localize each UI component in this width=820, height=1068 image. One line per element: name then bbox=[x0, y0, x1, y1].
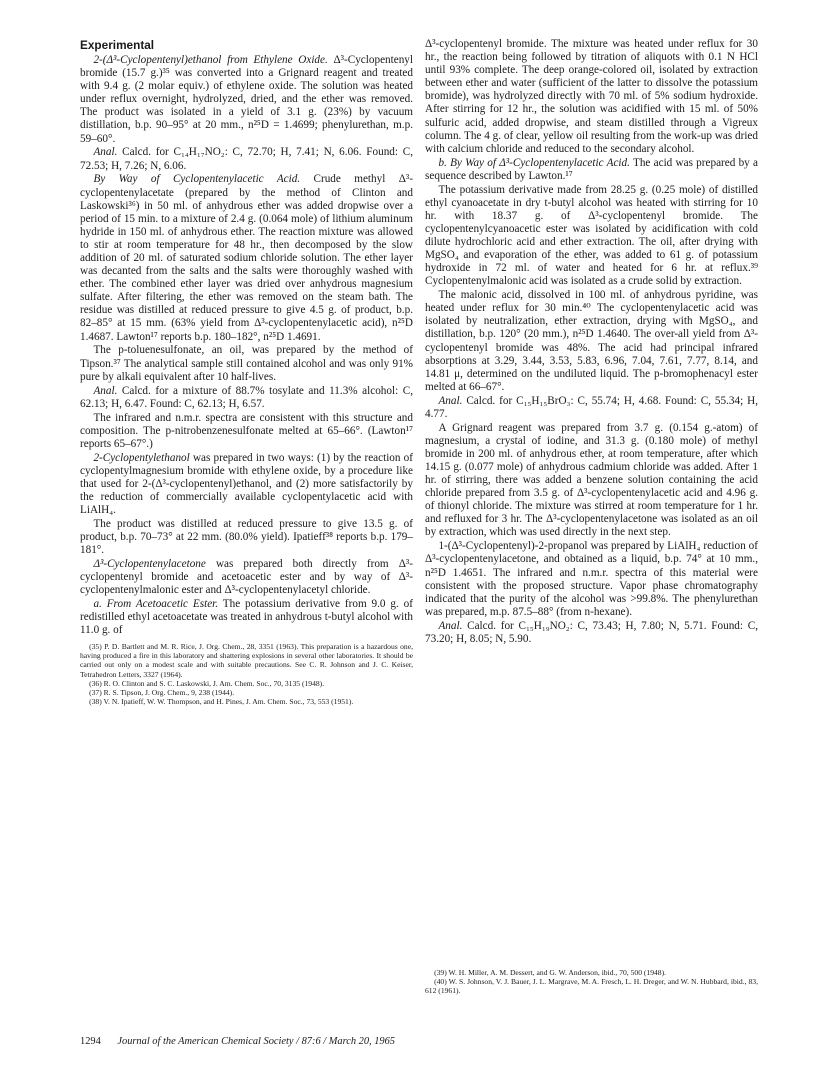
paragraph bbox=[80, 518, 413, 557]
paragraph-text: The product was distilled at reduced pressure to give 13.5 g. of product, b.p. 70–73° at 22 mm. (80.0% yield). Ipatieff³⁸ reports b.p. 179–181°. bbox=[80, 517, 413, 557]
paragraph-text: Calcd. for C₁₅H₁₅BrO₃: C, 55.74; H, 4.68. Found: C, 55.34; H, 4.77. bbox=[425, 394, 758, 420]
paragraph-lead: b. By Way of Δ³-Cyclopentenylacetic Acid. bbox=[438, 156, 630, 169]
journal-citation: Journal of the American Chemical Society / 87:6 / March 20, 1965 bbox=[117, 1036, 395, 1047]
paragraph bbox=[425, 395, 758, 421]
paragraph bbox=[80, 173, 413, 343]
footnotes-right bbox=[425, 968, 758, 995]
footnotes-left bbox=[80, 642, 413, 706]
paragraph-text: Calcd. for C₁₅H₁₉NO₂: C, 73.43; H, 7.80; N, 5.71. Found: C, 73.20; H, 8.05; N, 5.90. bbox=[425, 619, 758, 645]
paragraph bbox=[80, 558, 413, 597]
paragraph bbox=[425, 620, 758, 646]
paragraph-text: Δ³-Cyclopentenyl bromide (15.7 g.)³⁵ was converted into a Grignard reagent and treated with 9.4 g. (2 molar equiv.) of ethylene oxide. The solution was heated under reflux overnight, hydrolyzed, dried, and the ether was removed. The product was isolated in a yield of 3.1 g. (23%) by vacuum distillation, b.p. 90–95° at 20 mm., n²⁵D = 1.4699; phenylurethan, m.p. 59–60°. bbox=[80, 54, 413, 145]
paragraph-text: The potassium derivative made from 28.25 g. (0.25 mole) of distilled ethyl cyanoacetate in dry t-butyl alcohol was heated with stirring for 10 hr. with 18.37 g. of Δ³-cyclopentenyl bromide. The cyclopentenylcyanoacetic ester was isolated by acidification with cold dilute hydrochloric acid and ether extraction. The oil, after drying with MgSO₄ and evaporation of the ether, was added to 61 g. of potassium hydroxide in 72 ml. of water and heated for 6 hr. at reflux.³⁹ Cyclopentenylmalonic acid was isolated as a crude solid by extraction. bbox=[425, 183, 758, 288]
paragraph-text: Calcd. for C₁₄H₁₇NO₂: C, 72.70; H, 7.41; N, 6.06. Found: C, 72.53; H, 7.26; N, 6.06. bbox=[80, 146, 413, 172]
paragraph bbox=[425, 184, 758, 289]
paragraph-text: Crude methyl Δ³-cyclopentenylacetate (prepared by the method of Clinton and Laskowski³⁶) in 50 ml. of anhydrous ether was added dropwise over a period of 15 min. to a mixture of 2.4 g. (0.064 mole) of lithium aluminum hydride in 150 ml. of anhydrous ether. The reaction mixture was allowed to stir at room temperature for 48 hr., then decomposed by the slow addition of 20 ml. of saturated sodium chloride solution. The ether layer was decanted from the salts and the salts were thoroughly washed with ether. The combined ether layer was dried over anhydrous magnesium sulfate. After filtering, the ether was removed on the steam bath. The residue was distilled at reduced pressure to give 4.5 g. of product, b.p. 82–85° at 15 mm. (63% yield from Δ³-cyclopentenylacetic acid), n²⁵D 1.4687. Lawton¹⁷ reports b.p. 180–182°, n²⁵D 1.4691. bbox=[80, 173, 413, 343]
paragraph bbox=[425, 157, 758, 183]
page-footer bbox=[80, 1036, 760, 1048]
paragraph-text: 1-(Δ³-Cyclopentenyl)-2-propanol was prepared by LiAlH₄ reduction of Δ³-cyclopentenylacetone, and obtained as a liquid, b.p. 74° at 10 mm., n²⁵D 1.4651. The infrared and n.m.r. spectra of this material were consistent with the proposed structure. Vapor phase chromatography indicated that the purity of the alcohol was >99.8%. The phenylurethan was prepared, m.p. 87.5–88° (from n-hexane). bbox=[425, 540, 758, 618]
paragraph bbox=[425, 540, 758, 619]
paragraph bbox=[80, 146, 413, 172]
paragraph-lead: 2-Cyclopentylethanol bbox=[93, 451, 190, 464]
paragraph-text: A Grignard reagent was prepared from 3.7 g. (0.154 g.-atom) of magnesium, a crystal of iodine, and 31.3 g. (0.180 mole) of methyl bromide in 200 ml. of anhydrous ether, at room temperature, after which 14.15 g. (0.077 mole) of anhydrous cadmium chloride was added. After 1 hr. of stirring, there was added a benzene solution containing the acid chloride prepared from 3.5 g. of Δ³-cyclopentenylacetic acid and 4.96 g. of thionyl chloride. The mixture was stirred at room temperature for 1 hr. and refluxed for 3 hr. The Δ³-cyclopentenylacetone was isolated as an oil by extraction, which was used directly in the next step. bbox=[425, 421, 758, 539]
paragraph-text: The p-toluenesulfonate, an oil, was prepared by the method of Tipson.³⁷ The analytical sample still contained alcohol and was only 91% pure by alkali equivalent after 10 half-lives. bbox=[80, 344, 413, 383]
paragraph-lead: Anal. bbox=[438, 394, 463, 407]
paragraph-text: The potassium derivative from 9.0 g. of redistilled ethyl acetoacetate was treated in anhydrous t-butyl alcohol with 11.0 g. of bbox=[80, 598, 414, 637]
left-column bbox=[80, 38, 413, 706]
paragraph bbox=[80, 385, 413, 411]
paragraph-text: Δ³-cyclopentenyl bromide. The mixture was heated under reflux for 30 hr., the reaction being followed by titration of aliquots with 0.1 N HCl until 93% complete. The deep orange-colored oil, isolated by extraction between ether and water (sufficient of the latter to dissolve the potassium bromide), was hydrolyzed directly with 70 ml. of 5% sodium hydroxide. After stirring for 12 hr., the solution was acidified with 15 ml. of 50% sulfuric acid, added dropwise, and steam distilled through a Vigreux column. The 4 g. of clear, yellow oil resulting from the work-up was dried with calcium chloride and reduced to the secondary alcohol. bbox=[425, 38, 758, 155]
paragraph-lead: Anal. bbox=[438, 619, 463, 632]
paragraph-text: The infrared and n.m.r. spectra are consistent with this structure and composition. The p-nitrobenzenesulfonate melted at 65–66°. (Lawton¹⁷ reports 65–67°.) bbox=[80, 411, 413, 450]
paragraph bbox=[80, 598, 413, 637]
paragraph-text: was prepared both directly from Δ³-cyclopentenyl bromide and acetoacetic ester and by way of Δ³-cyclopentenylmalonic ester and Δ³-cyclopentenylacetyl chloride. bbox=[80, 557, 413, 597]
paragraph-text: The acid was prepared by a sequence described by Lawton.¹⁷ bbox=[425, 156, 758, 182]
paragraph bbox=[425, 422, 758, 540]
section-heading: Experimental bbox=[80, 38, 155, 52]
footnote: (35) P. D. Bartlett and M. R. Rice, J. Org. Chem., 28, 3351 (1963). This preparation is a hazardous one, having produced a fire in this laboratory and shattering explosions in several other laboratories. It should be carried out only on a modest scale and with suitable precautions. See C. R. Johnson and J. C. Keiser, Tetrahedron Letters, 3327 (1964). bbox=[80, 642, 413, 679]
page-number: 1294 bbox=[80, 1036, 101, 1047]
paragraph bbox=[425, 38, 758, 156]
paragraph-lead: By Way of Cyclopentenylacetic Acid. bbox=[93, 173, 301, 186]
paragraph bbox=[425, 289, 758, 394]
paragraph-lead: a. From Acetoacetic Ester. bbox=[93, 598, 219, 611]
footnote: (36) R. O. Clinton and S. C. Laskowski, J. Am. Chem. Soc., 70, 3135 (1948). bbox=[89, 678, 325, 688]
footnote: (37) R. S. Tipson, J. Org. Chem., 9, 238 (1944). bbox=[89, 687, 235, 697]
footnote: (39) W. H. Miller, A. M. Dessert, and G. W. Anderson, ibid., 70, 500 (1948). bbox=[434, 968, 667, 977]
right-column bbox=[425, 38, 758, 647]
paragraph-text: Calcd. for a mixture of 88.7% tosylate and 11.3% alcohol: C, 62.13; H, 6.47. Found: C, 62.13; H, 6.57. bbox=[80, 384, 413, 410]
footnote: (38) V. N. Ipatieff, W. W. Thompson, and H. Pines, J. Am. Chem. Soc., 73, 553 (1951). bbox=[89, 696, 354, 706]
paragraph-lead: Δ³-Cyclopentenylacetone bbox=[93, 557, 206, 570]
paragraph-lead: 2-(Δ³-Cyclopentenyl)ethanol from Ethylene Oxide. bbox=[93, 54, 328, 66]
paragraph bbox=[80, 412, 413, 451]
paragraph-lead: Anal. bbox=[93, 384, 118, 397]
paragraph-lead: Anal. bbox=[93, 146, 118, 159]
paragraph-text: was prepared in two ways: (1) by the reaction of cyclopentylmagnesium bromide with ethylene oxide, by a procedure like that used for 2-(Δ³-cyclopentenyl)ethanol, and (2) more satisfactorily by the reduction of commercially available cyclopentylacetic acid with LiAlH₄. bbox=[80, 451, 413, 516]
paragraph bbox=[80, 344, 413, 383]
paragraph bbox=[80, 54, 413, 146]
paragraph-text: The malonic acid, dissolved in 100 ml. of anhydrous pyridine, was heated under reflux for 30 min.⁴⁰ The cyclopentenylacetic acid was isolated by neutralization, ether extraction, drying with MgSO₄, and distillation, b.p. 120° (20 mm.), n²⁵D 1.4640. The over-all yield from Δ³-cyclopentenyl bromide was 48%. The acid had principal infrared absorptions at 3.29, 3.44, 3.53, 5.83, 6.96, 7.04, 7.61, 7.77, 8.14, and 14.81 μ, determined on the undiluted liquid. The p-bromophenacyl ester melted at 66–67°. bbox=[425, 289, 758, 393]
paragraph bbox=[80, 452, 413, 517]
footnote: (40) W. S. Johnson, V. J. Bauer, J. L. Margrave, M. A. Fresch, L. H. Dreger, and W. N. Hubbard, ibid., 83, 612 (1961). bbox=[425, 977, 758, 996]
